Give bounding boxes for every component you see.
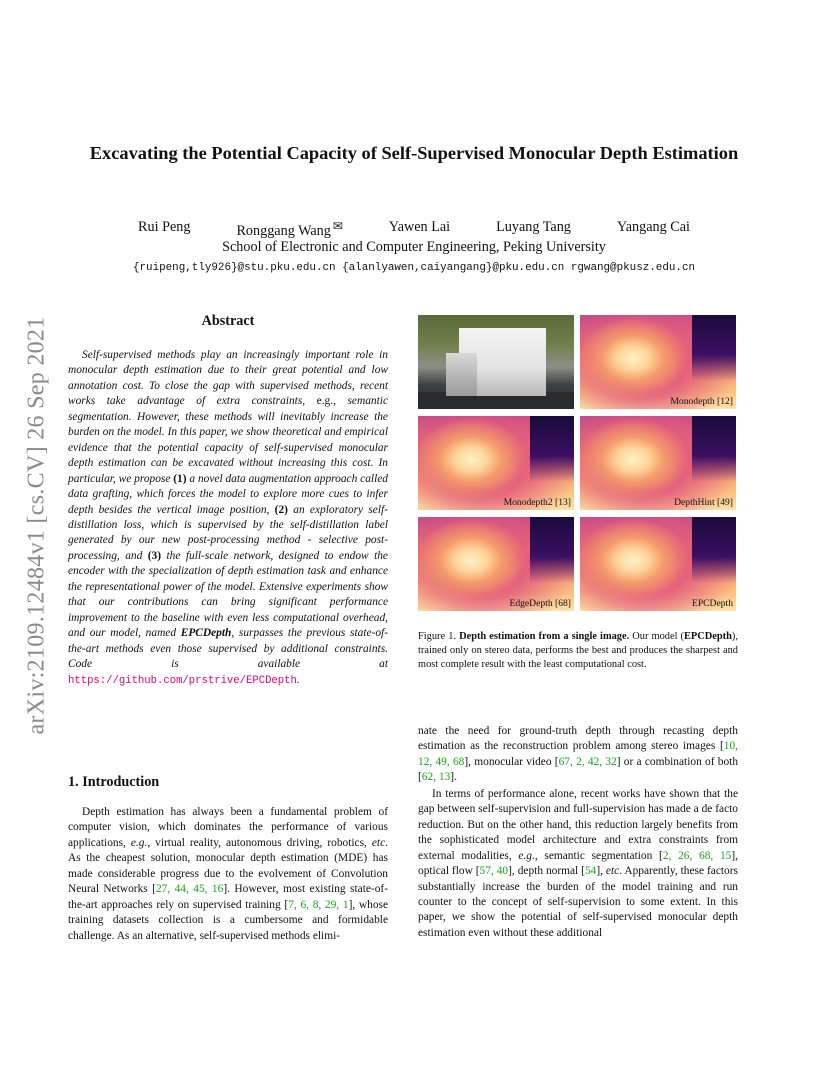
section-heading-introduction: 1. Introduction (68, 774, 160, 790)
introduction-body: Depth estimation has always been a fundamental problem of computer vision, which dominates the performance of various applications, e.g., virtual reality, autonomous driving, robotics, etc. As the cheapest solution, monocular depth estimation (MDE) has made considerable progress due to the evolvement of Convolution Neural Networks [27, 44, 45, 16]. However, most existing state-of-the-art approaches rely on supervised training [7, 6, 8, 29, 1], whose training datasets collection is a cumbersome and formidable challenge. As an alternative, self-supervised methods elimi- (68, 806, 389, 942)
depth-map-edgedepth (418, 517, 574, 611)
paragraph: In terms of performance alone, recent works have shown that the gap between self-supervision and full-supervision has made a de facto reduction. But on the other hand, this reduction largely benefits from the sophisticated model architecture and extra constraints from external modalities, e.g., semantic segmentation [2, 26, 68, 15], optical flow [57, 40], depth normal [54], etc. Apparently, these factors substantially increase the burden of the model training and run counter to the concept of self-supervision to some extent. In this paper, we show the potential of self-supervised monocular depth estimation even without these additional (418, 787, 739, 939)
paper-title: Excavating the Potential Capacity of Self-Supervised Monocular Depth Estimation (89, 143, 739, 163)
author-2: Ronggang Wang ✉ (236, 219, 343, 239)
envelope-icon: ✉ (332, 219, 343, 233)
author-3: Yawen Lai (388, 219, 451, 235)
author-list (60, 219, 768, 240)
model-name: EPCDepth (180, 627, 232, 640)
depth-map-label: EdgeDepth [68] (509, 598, 571, 609)
abstract-body: Self-supervised methods play an increasingly important role in monocular depth estimation due to their great potential and low annotation cost. To close the gap with supervised methods, recent works take advantage of extra constraints, e.g., semantic segmentation. However, these methods will inevitably increase the burden on the model. In this paper, we show theoretical and empirical evidence that the potential capacity of self-supervised monocular depth estimation can be excavated without increasing this cost. In particular, we propose (1) a novel data augmentation approach called data grafting, which forces the model to explore more cues to infer depth besides the vertical image position, (2) an exploratory self-distillation loss, which is supervised by the self-distillation label generated by our new post-processing method - selective post-processing, and (3) the full-scale network, designed to endow the encoder with the specialization of depth estimation task and enhance the representational power of the model. Extensive experiments show that our contributions can bring significant performance improvement to the baseline with even less computational overhead, and our model, named EPCDepth, surpasses the previous state-of-the-art methods even those supervised by additional constraints. Code is available at https://github.com/prstrive/EPCDepth. (68, 349, 388, 687)
citation-link[interactable]: 10, 12, 49, 68 (418, 740, 738, 768)
citation-link[interactable]: 27, 44, 45, 16 (155, 883, 224, 896)
figure-caption: Figure 1. Depth estimation from a single image. Our model (EPCDepth), trained only on stereo data, performs the best and produces the sharpest and most complete result with the least computational cost. (418, 631, 738, 670)
author-5: Yangang Cai (616, 219, 690, 235)
depth-map-monodepth2 (418, 416, 574, 510)
citation-link[interactable]: 2, 26, 68, 15 (662, 849, 732, 862)
author-1: Rui Peng (138, 219, 191, 235)
citation-link[interactable]: 54 (584, 865, 597, 878)
citation-link[interactable]: 57, 40 (479, 865, 509, 878)
citation-link[interactable]: 7, 6, 8, 29, 1 (288, 898, 349, 911)
arxiv-identifier (20, 290, 54, 760)
right-column-body (418, 724, 738, 941)
depth-map-epcdepth (580, 517, 736, 611)
citation-link[interactable]: 67, 2, 42, 32 (558, 755, 617, 768)
abstract-heading: Abstract (201, 313, 255, 329)
paragraph: nate the need for ground-truth depth through recasting depth estimation as the reconstruction problem among stereo images [10, 12, 49, 68], monocular video [67, 2, 42, 32] or a combination of both [62, 13]. (418, 725, 739, 784)
depth-map-label: DepthHint [49] (674, 497, 733, 508)
affiliation: School of Electronic and Computer Engineering, Peking University (222, 239, 606, 255)
depth-map-label: Monodepth [12] (670, 396, 733, 407)
citation-link[interactable]: 62, 13 (421, 771, 451, 784)
depth-map-monodepth (580, 315, 736, 409)
depth-map-label: EPCDepth (691, 598, 733, 609)
depth-map-label: Monodepth2 [13] (503, 497, 571, 508)
figure-1 (418, 315, 738, 611)
input-photo (418, 315, 574, 409)
arxiv-id-text: arXiv:2109.12484v1 [cs.CV] 26 Sep 2021 (23, 315, 50, 735)
code-link[interactable]: https://github.com/prstrive/EPCDepth (68, 674, 297, 687)
truck-cab-shape (446, 353, 477, 396)
author-emails: {ruipeng,tly926}@stu.pku.edu.cn {alanlyawen,caiyangang}@pku.edu.cn rgwang@pkusz.edu.cn (132, 262, 696, 274)
depth-map-depthhint (580, 416, 736, 510)
author-4: Luyang Tang (496, 219, 571, 235)
